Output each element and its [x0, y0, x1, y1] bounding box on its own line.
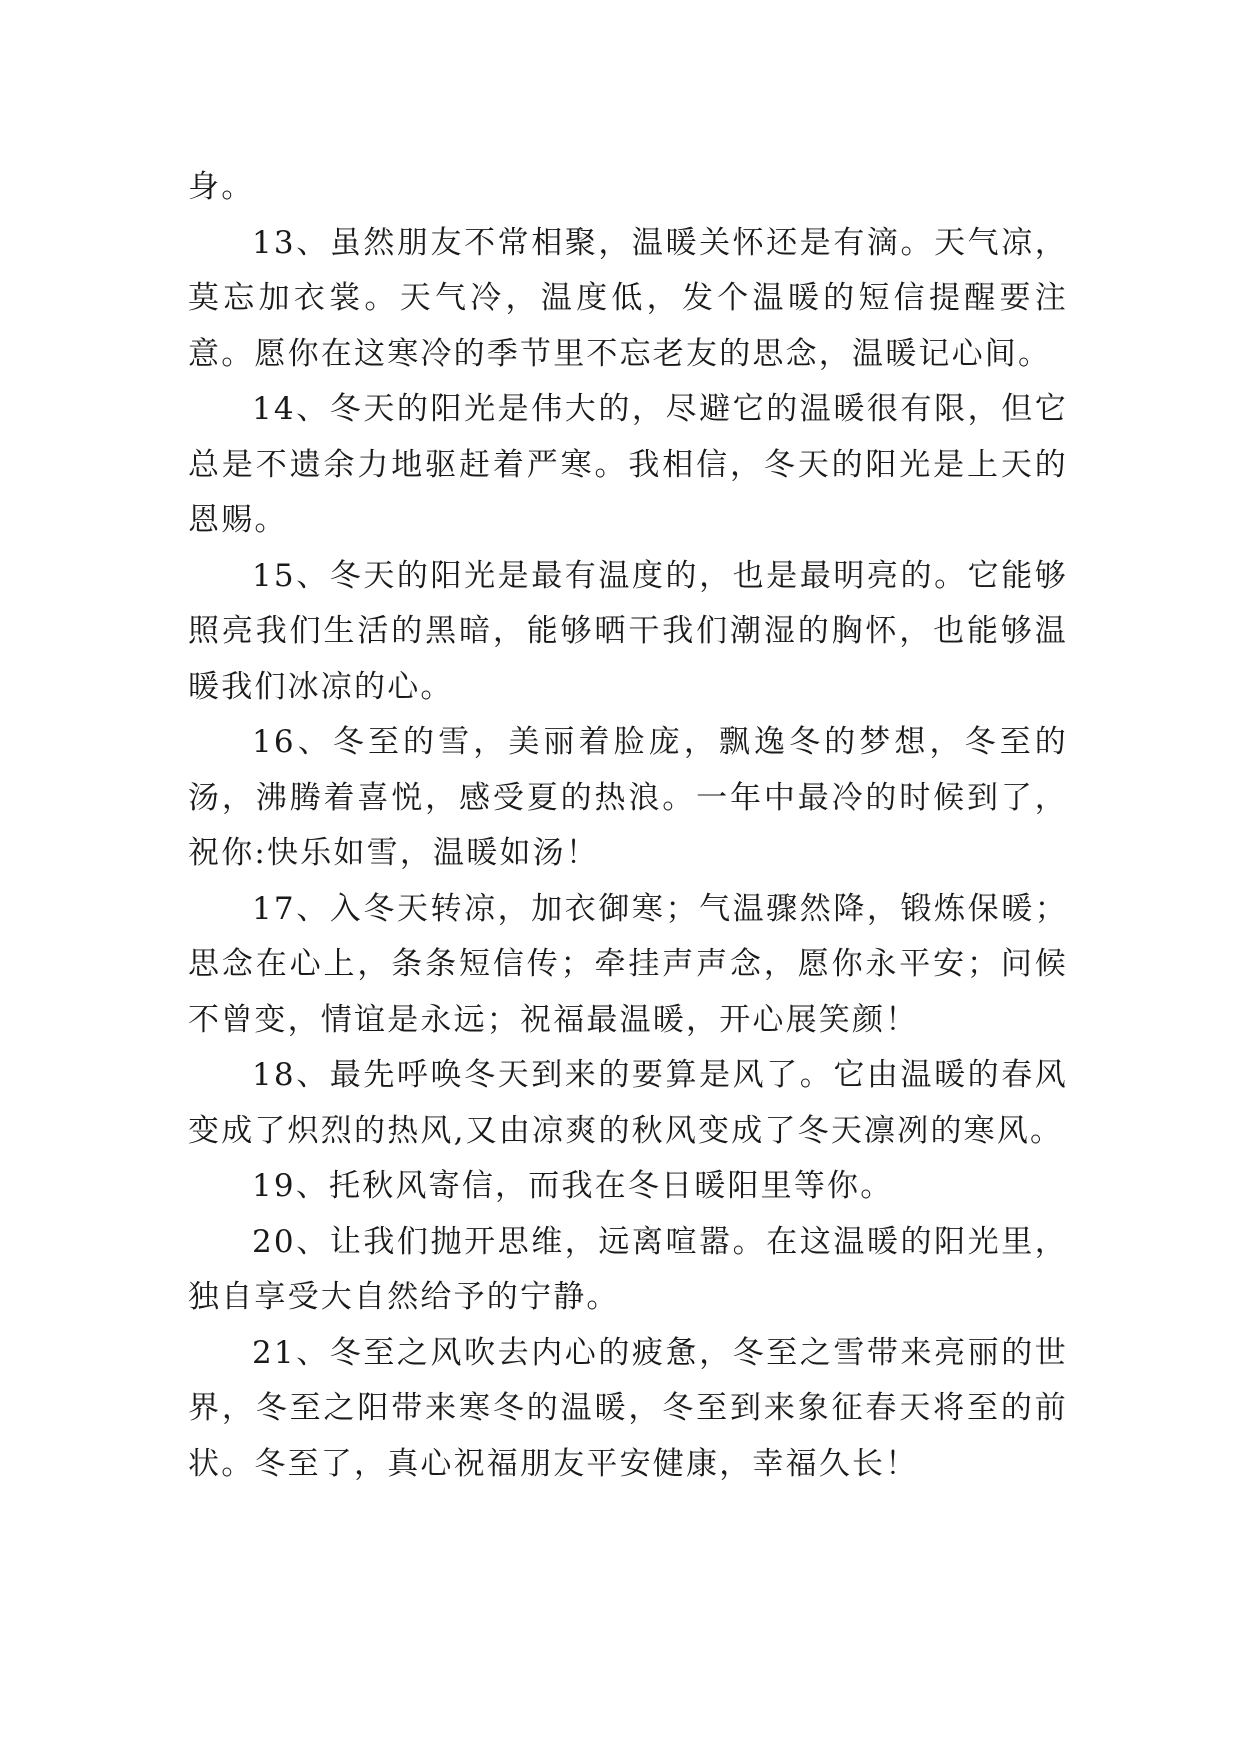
paragraph-continuation: 身。 — [188, 169, 255, 205]
document-body — [188, 160, 1068, 1492]
paragraph-18: 18、最先呼唤冬天到来的要算是风了。它由温暖的春风变成了炽烈的热风,又由凉爽的秋风变成了冬天凛冽的寒风。 — [188, 1057, 1068, 1149]
paragraph-19: 19、托秋风寄信，而我在冬日暖阳里等你。 — [252, 1168, 894, 1204]
paragraph-14: 14、冬天的阳光是伟大的，尽避它的温暖很有限，但它总是不遗余力地驱赶着严寒。我相信，冬天的阳光是上天的恩赐。 — [188, 391, 1068, 538]
paragraph-20: 20、让我们抛开思维，远离喧嚣。在这温暖的阳光里，独自享受大自然给予的宁静。 — [188, 1223, 1068, 1315]
paragraph-13: 13、虽然朋友不常相聚，温暖关怀还是有滴。天气凉，莫忘加衣裳。天气冷，温度低，发个温暖的短信提醒要注意。愿你在这寒冷的季节里不忘老友的思念，温暖记心间。 — [188, 224, 1068, 372]
paragraph-15: 15、冬天的阳光是最有温度的，也是最明亮的。它能够照亮我们生活的黑暗，能够晒干我们潮湿的胸怀，也能够温暖我们冰凉的心。 — [188, 557, 1068, 705]
paragraph-21: 21、冬至之风吹去内心的疲惫，冬至之雪带来亮丽的世界，冬至之阳带来寒冬的温暖，冬至到来象征春天将至的前状。冬至了，真心祝福朋友平安健康，幸福久长！ — [188, 1334, 1068, 1482]
paragraph-17: 17、入冬天转凉，加衣御寒；气温骤然降，锻炼保暖；思念在心上，条条短信传；牵挂声声念，愿你永平安；问候不曾变，情谊是永远；祝福最温暖，开心展笑颜！ — [188, 890, 1068, 1038]
paragraph-16: 16、冬至的雪，美丽着脸庞，飘逸冬的梦想，冬至的汤，沸腾着喜悦，感受夏的热浪。一年中最冷的时候到了，祝你:快乐如雪，温暖如汤！ — [188, 724, 1068, 871]
